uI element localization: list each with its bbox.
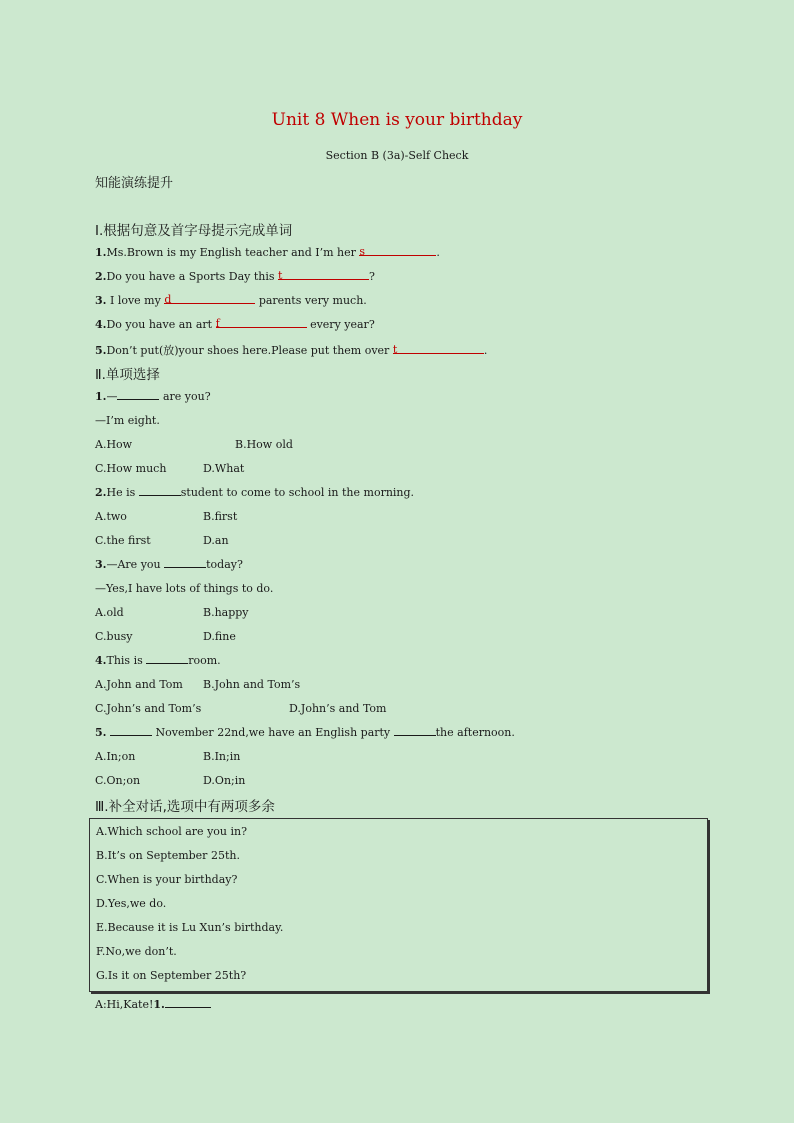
answer-blank[interactable]: t — [393, 344, 484, 357]
dialog-option-f: F.No,we don’t. — [96, 945, 177, 958]
section-label: 知能演练提升 — [95, 176, 174, 191]
mc-option-d[interactable]: D.On;in — [203, 774, 246, 787]
answer-blank[interactable] — [146, 662, 188, 664]
part1-item-1: 1.Ms.Brown is my English teacher and I’m her s . — [95, 245, 440, 259]
mc-option-d[interactable]: D.John’s and Tom — [289, 702, 387, 715]
part1-item-5: 5.Don’t put(放)your shoes here.Please put them over t . — [95, 343, 488, 357]
mc-question-2: 2.He is student to come to school in the morning. — [95, 486, 415, 499]
mc-option-c[interactable]: C.How much — [95, 462, 167, 475]
dialog-option-g: G.Is it on September 25th? — [96, 969, 247, 982]
part1-heading: Ⅰ.根据句意及首字母提示完成单词 — [95, 223, 293, 239]
mc-option-d[interactable]: D.fine — [203, 630, 236, 643]
mc-question-4: 4.This is room. — [95, 654, 221, 667]
answer-blank[interactable] — [164, 566, 206, 568]
answer-blank[interactable] — [110, 734, 152, 736]
mc-option-b[interactable]: B.first — [203, 510, 238, 523]
answer-blank[interactable] — [139, 494, 181, 496]
mc-question-3-reply: —Yes,I have lots of things to do. — [95, 582, 274, 595]
answer-blank[interactable] — [165, 1006, 211, 1008]
answer-blank[interactable]: t — [278, 270, 369, 283]
mc-option-c[interactable]: C.busy — [95, 630, 133, 643]
page-subtitle: Section B (3a)-Self Check — [325, 149, 469, 162]
dialog-option-a: A.Which school are you in? — [96, 825, 247, 838]
mc-option-a[interactable]: A.old — [95, 606, 124, 619]
mc-option-a[interactable]: A.two — [95, 510, 127, 523]
part1-item-4: 4.Do you have an art f every year? — [95, 317, 375, 331]
mc-option-c[interactable]: C.the first — [95, 534, 151, 547]
mc-question-3: 3.—Are you today? — [95, 558, 243, 571]
answer-blank[interactable]: d — [164, 294, 255, 307]
mc-option-d[interactable]: D.What — [203, 462, 245, 475]
mc-option-a[interactable]: A.John and Tom — [95, 678, 183, 691]
mc-question-5: 5. November 22nd,we have an English party the afternoon. — [95, 726, 515, 739]
dialog-option-b: B.It’s on September 25th. — [96, 849, 240, 862]
part3-heading: Ⅲ.补全对话,选项中有两项多余 — [95, 799, 275, 815]
mc-question-1-reply: —I’m eight. — [95, 414, 160, 427]
answer-blank[interactable] — [394, 734, 436, 736]
mc-option-c[interactable]: C.John’s and Tom’s — [95, 702, 202, 715]
page-title: Unit 8 When is your birthday — [271, 110, 523, 130]
dialog-option-e: E.Because it is Lu Xun’s birthday. — [96, 921, 284, 934]
dialog-option-d: D.Yes,we do. — [96, 897, 167, 910]
answer-blank[interactable]: s — [359, 246, 436, 259]
mc-option-b[interactable]: B.happy — [203, 606, 249, 619]
mc-option-d[interactable]: D.an — [203, 534, 229, 547]
mc-question-1: 1.— are you? — [95, 390, 211, 403]
mc-option-c[interactable]: C.On;on — [95, 774, 141, 787]
part1-item-3: 3. I love my d parents very much. — [95, 293, 367, 307]
mc-option-b[interactable]: B.How old — [235, 438, 293, 451]
mc-option-a[interactable]: A.How — [95, 438, 133, 451]
answer-blank[interactable]: f — [216, 318, 307, 331]
dialog-option-c: C.When is your birthday? — [96, 873, 238, 886]
dialog-options-box — [89, 818, 708, 992]
part2-heading: Ⅱ.单项选择 — [95, 367, 160, 383]
answer-blank[interactable] — [117, 398, 159, 400]
mc-option-b[interactable]: B.In;in — [203, 750, 241, 763]
part1-item-2: 2.Do you have a Sports Day this t ? — [95, 269, 375, 283]
mc-option-a[interactable]: A.In;on — [95, 750, 136, 763]
mc-option-b[interactable]: B.John and Tom’s — [203, 678, 301, 691]
dialog-line-1: A:Hi,Kate!1. — [95, 998, 211, 1011]
